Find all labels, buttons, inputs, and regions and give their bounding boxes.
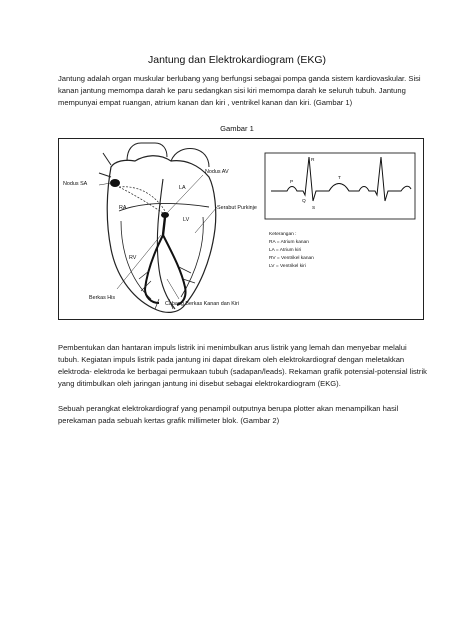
label-berkas-his: Berkas His (89, 295, 116, 301)
heart-conduction-figure (58, 138, 424, 320)
label-nodus-sa: Nodus SA (63, 181, 88, 187)
legend-item: RV = Ventrikel kanan (269, 256, 314, 261)
ecg-label-s: S (312, 206, 316, 211)
ecg-label-p: P (290, 180, 294, 185)
page-title: Jantung dan Elektrokardiogram (EKG) (147, 54, 326, 66)
label-cabang-berkas: Cabang Berkas Kanan dan Kiri (165, 301, 240, 307)
bundle-of-his (163, 217, 165, 235)
label-rv: RV (129, 255, 137, 261)
legend-title: Keterangan : (269, 232, 297, 237)
heart-diagram (59, 139, 425, 321)
figure-legend (269, 231, 314, 269)
label-la: LA (179, 185, 186, 191)
leader-nodus-sa (99, 183, 111, 185)
label-serabut-purkinje: Serabut Purkinje (217, 205, 257, 211)
leader-purkinje (195, 207, 217, 233)
ecg-label-q: Q (302, 199, 306, 204)
legend-item: RA = Atrium kanan (269, 240, 309, 245)
ecg-label-t: T (338, 176, 341, 181)
legend-item: LA = Atrium kiri (269, 248, 302, 253)
sa-node (110, 179, 120, 187)
paragraph-intro: Jantung adalah organ muskular berlubang yang berfungsi sebagai pompa ganda sistem kardiovaskular. Sisi kanan jantung memompa darah ke paru sedangkan sisi kiri memompa darah ke seluruh tubuh. Jantung mempunyai empat ruangan, atrium kanan dan kiri , ventrikel kanan dan kiri. (Gambar 1) (58, 74, 421, 107)
right-bundle-branch (145, 235, 163, 303)
pulmonary-vessel (171, 149, 209, 168)
septum (157, 179, 175, 309)
heart-outline (107, 156, 216, 313)
ecg-inset-box (265, 153, 415, 219)
label-ra: RA (119, 205, 127, 211)
label-lv: LV (183, 217, 190, 223)
ecg-label-r: R (311, 158, 315, 163)
paragraph-plotter: Sebuah perangkat elektrokardiograf yang penampil outputnya berupa plotter akan menampilkan hasil perekaman pada sebuah kertas grafik millimeter blok. (Gambar 2) (58, 404, 399, 425)
label-nodus-av: Nodus AV (205, 169, 229, 175)
leader-nodus-av (167, 175, 203, 213)
leader-berkas-his (117, 235, 161, 289)
aorta-vessel (127, 143, 167, 161)
vena-cava (99, 153, 111, 177)
figure-caption: Gambar 1 (220, 124, 254, 133)
legend-item: LV = Ventrikel kiri (269, 264, 306, 269)
leader-cabang (167, 279, 179, 299)
paragraph-impulse: Pembentukan dan hantaran impuls listrik ini menimbulkan arus listrik yang lemah dan menyebar melalui tubuh. Kegiatan impuls listrik pada jantung ini dapat direkam oleh elektrokardiograf dengan meletakkan elektroda- elektroda ke berbagai permukaan tubuh (sadapan/leads). Rekaman grafik potensial-potensial listrik yang ditimbulkan oleh jaringan jantung ini disebut sebagai elektrokardiogram (EKG). (58, 343, 427, 388)
